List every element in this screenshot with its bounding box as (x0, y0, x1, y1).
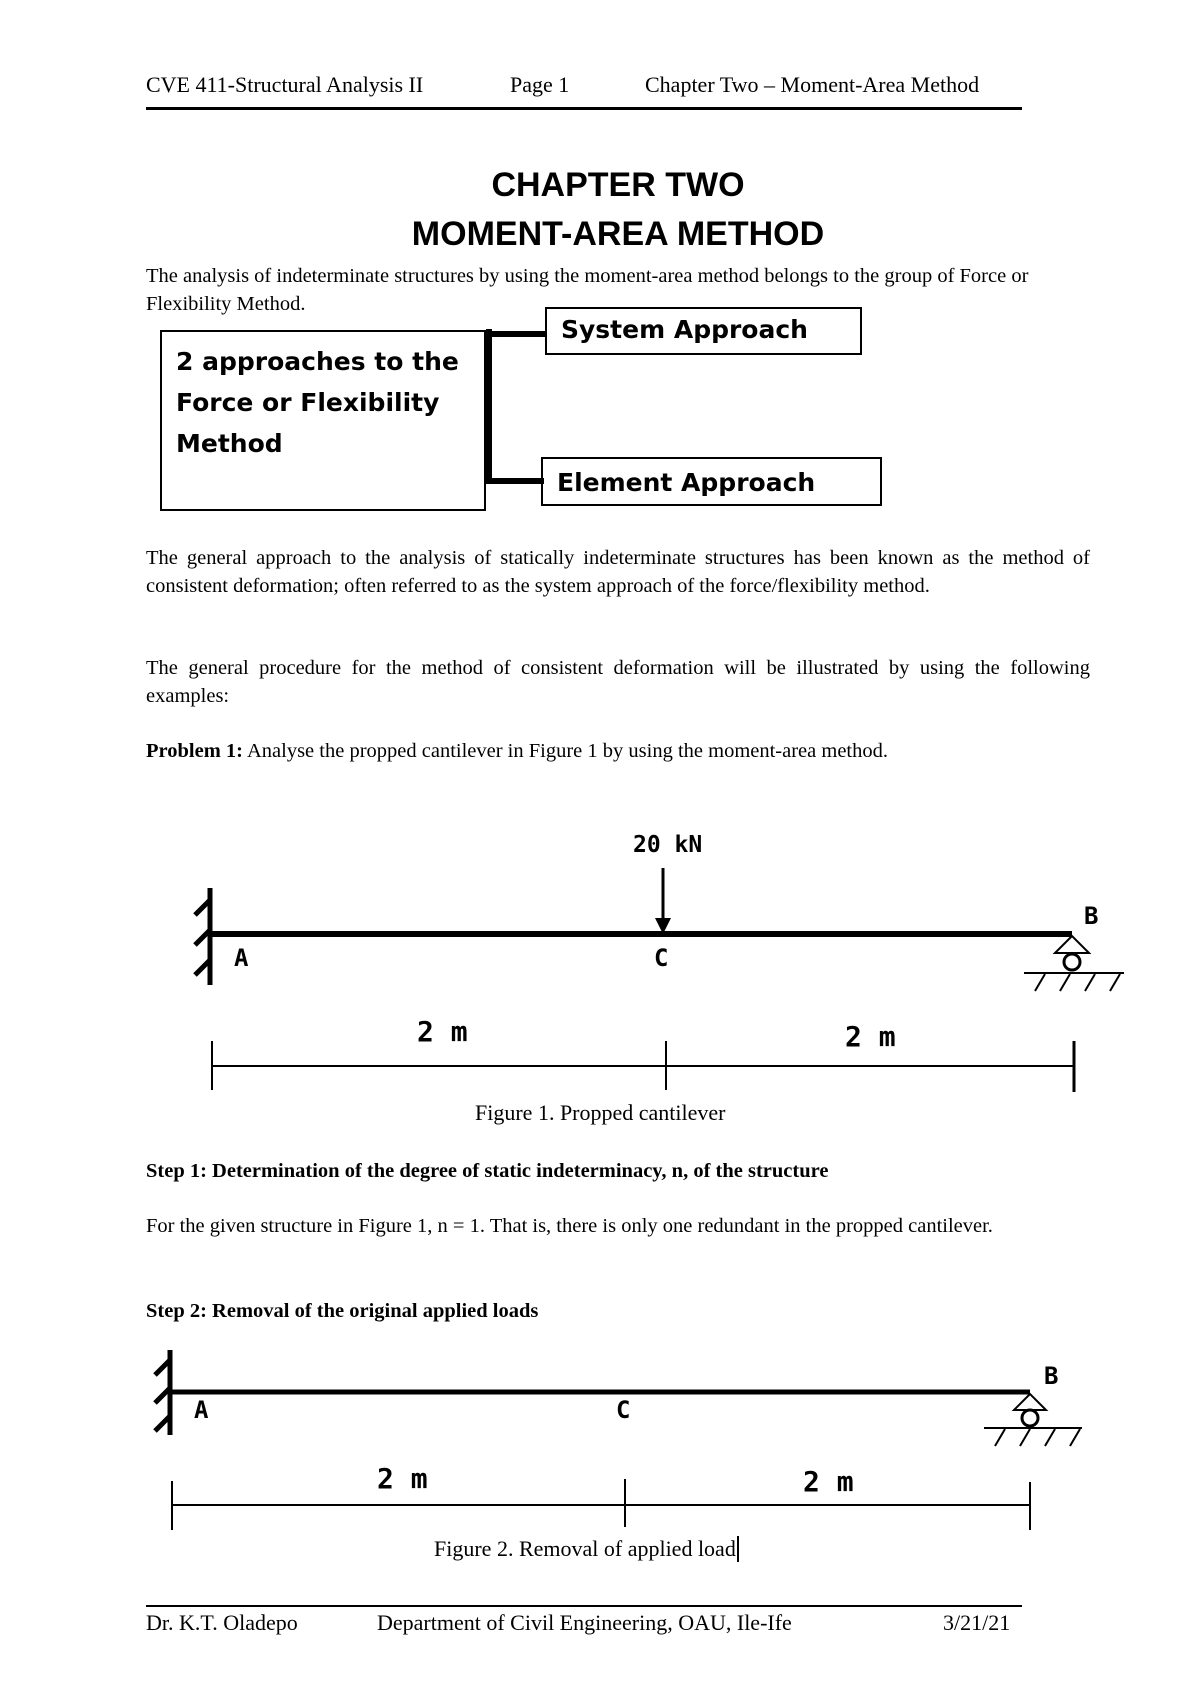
point-c-label: C (654, 944, 669, 972)
roller-support-b (984, 1394, 1082, 1446)
approaches-main-box: 2 approaches to the Force or Flexibility Method (160, 330, 486, 511)
dimension-line (172, 1479, 1030, 1530)
point-a-label: A (234, 944, 249, 972)
step-1-text: For the given structure in Figure 1, n = 1. That is, there is only one redundant in the propped cantilever. (146, 1215, 993, 1237)
footer-author: Dr. K.T. Oladepo (146, 1610, 298, 1635)
point-a-label: A (194, 1396, 209, 1424)
chapter-title: CHAPTER TWO (491, 166, 745, 204)
problem-1-text: Analyse the propped cantilever in Figure 1 by using the moment-area method. (242, 740, 888, 762)
footer-rule (146, 1605, 1022, 1607)
span-left-label: 2 m (417, 1015, 468, 1048)
load-label: 20 kN (633, 832, 703, 858)
header-chapter: Chapter Two – Moment-Area Method (645, 72, 980, 97)
figure-1-caption: Figure 1. Propped cantilever (475, 1100, 726, 1125)
span-right-label: 2 m (803, 1465, 854, 1498)
figure-2-caption: Figure 2. Removal of applied load (434, 1536, 739, 1562)
footer-department: Department of Civil Engineering, OAU, Ile-Ife (377, 1610, 792, 1635)
chapter-subtitle: MOMENT-AREA METHOD (411, 215, 825, 253)
span-right-label: 2 m (845, 1020, 896, 1053)
fixed-support-a (155, 1350, 170, 1435)
intro-paragraph: The analysis of indeterminate structures by using the moment-area method belongs to the group of Force or Flexibility Method. (146, 265, 1029, 315)
general-approach-paragraph: The general approach to the analysis of statically indeterminate structures has been known as the method of consistent deformation; often referred to as the system approach of the force/flexibility method. (146, 547, 1090, 597)
span-left-label: 2 m (377, 1462, 428, 1495)
problem-1-label: Problem 1: (146, 740, 243, 762)
system-approach-box: System Approach (545, 307, 862, 355)
header-course: CVE 411-Structural Analysis II (146, 72, 424, 97)
step-1-heading: Step 1: Determination of the degree of static indeterminacy, n, of the structure (146, 1160, 829, 1182)
header-page-number: Page 1 (510, 72, 570, 97)
step-2-heading: Step 2: Removal of the original applied loads (146, 1300, 539, 1322)
general-procedure-paragraph: The general procedure for the method of consistent deformation will be illustrated by using the following examples: (146, 657, 1090, 707)
footer-date: 3/21/21 (943, 1610, 1011, 1635)
point-b-label: B (1084, 902, 1099, 930)
element-approach-box: Element Approach (541, 457, 882, 506)
point-b-label: B (1044, 1362, 1059, 1390)
point-c-label: C (616, 1396, 631, 1424)
